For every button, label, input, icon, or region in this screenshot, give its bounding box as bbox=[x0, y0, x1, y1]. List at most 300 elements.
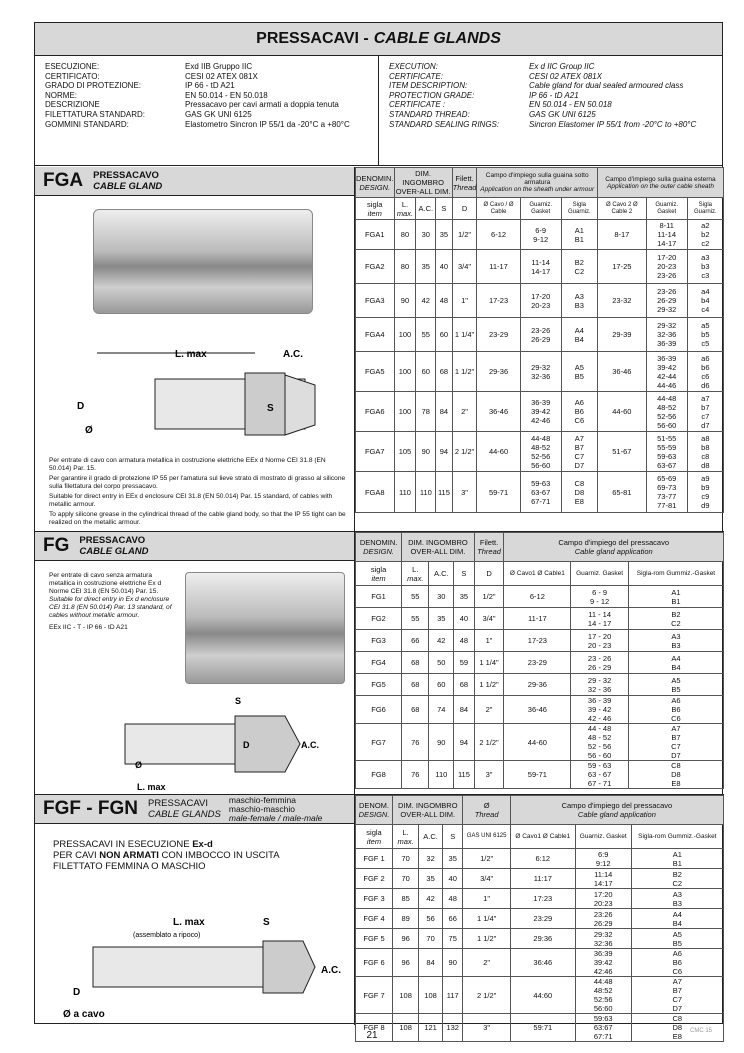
table-cell: 17-23 bbox=[504, 630, 571, 652]
cell-line: D7 bbox=[574, 460, 585, 470]
cell-line: 26-29 bbox=[657, 296, 677, 305]
cell-line: 59 - 63 bbox=[587, 761, 612, 770]
spec-value: CESI 02 ATEX 081X bbox=[185, 71, 258, 81]
cell-line: 42-46 bbox=[531, 416, 551, 425]
cell-line: A3 bbox=[574, 291, 584, 301]
table-cell: 36-46 bbox=[477, 392, 520, 432]
cell-line: 32 - 36 bbox=[587, 684, 612, 694]
cell-line: 36-39 bbox=[657, 353, 677, 363]
table-cell bbox=[575, 869, 631, 889]
table-cell bbox=[631, 929, 723, 949]
spec-value: Sincron Elastomer IP 55/1 from -20°C to +80°C bbox=[529, 119, 697, 129]
table-cell bbox=[561, 284, 597, 318]
svg-text:S: S bbox=[263, 917, 270, 928]
table-cell: 66 bbox=[402, 630, 429, 652]
cell-line: 9:12 bbox=[595, 858, 611, 868]
table-cell bbox=[561, 432, 597, 472]
table-cell: Sigla Guarniz. bbox=[687, 198, 723, 220]
cell-line: c3 bbox=[701, 271, 710, 280]
table-cell: 1 1/2" bbox=[452, 352, 477, 392]
s-label: S bbox=[267, 403, 274, 414]
cell-line: 59-63 bbox=[657, 451, 677, 461]
cell-line: 6 - 9 bbox=[592, 587, 608, 597]
cell-line: c6 bbox=[701, 371, 710, 381]
spec-key: DESCRIZIONE bbox=[45, 100, 100, 110]
cell-line: B3 bbox=[672, 898, 682, 908]
table-cell: 1 1/4" bbox=[474, 652, 504, 674]
table-cell bbox=[561, 472, 597, 513]
spec-row bbox=[45, 62, 368, 72]
table-cell bbox=[571, 608, 628, 630]
cell-line: 44:48 bbox=[593, 977, 613, 986]
table-cell: 48 bbox=[442, 889, 463, 909]
spec-row bbox=[45, 81, 368, 91]
cell-line: 63:67 bbox=[593, 1023, 613, 1032]
cell-line: 73-77 bbox=[657, 492, 677, 501]
spec-key: EXECUTION: bbox=[389, 62, 438, 71]
cell-line: B7 bbox=[574, 442, 584, 452]
cell-line: B3 bbox=[574, 300, 584, 310]
table-row bbox=[356, 352, 724, 392]
table-cell: 100 bbox=[394, 392, 416, 432]
table-header-row bbox=[356, 168, 724, 198]
cell-line: b5 bbox=[701, 330, 710, 339]
cell-line: B4 bbox=[574, 334, 584, 344]
cell-line: 48 - 52 bbox=[587, 733, 612, 742]
table-cell: Filett. Thread bbox=[474, 533, 504, 562]
table-cell: Ø Cavo / Ø Cable bbox=[477, 198, 520, 220]
fga-note: Per entrate di cavo con armatura metallica in costruzione elettriche EEx d Norme CEI 31.8 (EN 50.014) Par. 15. bbox=[49, 457, 326, 472]
table-cell: 2 1/2" bbox=[452, 432, 477, 472]
table-cell: FGA4 bbox=[356, 318, 395, 352]
fg-left-panel bbox=[35, 532, 355, 794]
table-cell: 85 bbox=[393, 889, 419, 909]
cell-line: B4 bbox=[672, 918, 682, 928]
table-header-row bbox=[356, 796, 724, 825]
cell-line: 32-36 bbox=[657, 330, 677, 339]
table-cell: 36-46 bbox=[504, 696, 571, 724]
table-cell: 70 bbox=[393, 849, 419, 869]
spec-row bbox=[45, 91, 368, 101]
table-cell bbox=[631, 909, 723, 929]
spec-row bbox=[389, 100, 712, 110]
table-cell bbox=[561, 352, 597, 392]
table-cell: 76 bbox=[402, 724, 429, 761]
table-cell: 59:71 bbox=[510, 1014, 575, 1042]
table-cell: D bbox=[452, 198, 477, 220]
spec-key: ESECUZIONE: bbox=[45, 62, 100, 71]
table-row bbox=[356, 586, 724, 608]
table-cell: Ø Cavo 2 Ø Cable 2 bbox=[597, 198, 646, 220]
cell-line: a8 bbox=[701, 433, 710, 443]
table-cell: FGF 8 bbox=[356, 1014, 393, 1042]
table-cell bbox=[520, 392, 561, 432]
fg-table bbox=[355, 532, 724, 789]
svg-text:D: D bbox=[243, 740, 250, 750]
spec-key: NORME: bbox=[45, 90, 77, 100]
cell-line: 56-60 bbox=[531, 460, 551, 470]
table-cell: 110 bbox=[429, 761, 454, 789]
cell-line: A7 bbox=[672, 977, 682, 986]
cell-line: D8 bbox=[574, 487, 585, 497]
cell-line: A4 bbox=[574, 325, 584, 335]
table-cell bbox=[520, 472, 561, 513]
spec-key: CERTIFICATO: bbox=[45, 71, 100, 81]
cell-line: B4 bbox=[671, 662, 681, 672]
cell-line: 48-52 bbox=[531, 442, 551, 452]
table-row bbox=[356, 284, 724, 318]
cell-line: 63-67 bbox=[657, 460, 677, 470]
table-cell: 17-23 bbox=[477, 284, 520, 318]
cell-line: 29-32 bbox=[531, 362, 551, 372]
cell-line: 6-9 bbox=[535, 225, 547, 235]
table-cell: 1 1/2" bbox=[463, 929, 510, 949]
cell-line: 44 - 48 bbox=[587, 724, 612, 733]
cell-line: 29 - 32 bbox=[587, 675, 612, 685]
table-cell bbox=[561, 220, 597, 250]
table-cell: 2 1/2" bbox=[474, 724, 504, 761]
spec-value: EN 50.014 - EN 50.018 bbox=[529, 100, 612, 110]
table-cell: 84 bbox=[436, 392, 452, 432]
cell-line: 26 - 29 bbox=[587, 662, 612, 672]
fgf-title: FGF - FGN PRESSACAVI CABLE GLANDS maschio-femmina maschio-maschio male-female / male-male bbox=[35, 795, 354, 824]
spec-value: Pressacavo per cavi armati a doppia tenuta bbox=[185, 100, 339, 110]
spec-row bbox=[389, 120, 712, 130]
table-cell: Guarniz. Gasket bbox=[646, 198, 687, 220]
table-cell: 1" bbox=[474, 630, 504, 652]
cell-line: 17:20 bbox=[593, 889, 613, 899]
table-cell: D bbox=[474, 562, 504, 586]
cell-line: c9 bbox=[701, 492, 710, 501]
table-cell: 51-67 bbox=[597, 432, 646, 472]
table-cell: 48 bbox=[454, 630, 475, 652]
table-cell: 44-60 bbox=[597, 392, 646, 432]
cell-line: a2 bbox=[701, 221, 710, 230]
table-cell: 68 bbox=[402, 674, 429, 696]
table-cell: FGF 1 bbox=[356, 849, 393, 869]
table-cell: 1/2" bbox=[452, 220, 477, 250]
fga-title: FGA PRESSACAVO CABLE GLAND bbox=[35, 167, 354, 196]
svg-text:D: D bbox=[73, 987, 81, 998]
table-cell bbox=[646, 220, 687, 250]
table-cell bbox=[646, 472, 687, 513]
cell-line: B3 bbox=[671, 640, 681, 650]
table-cell: 3" bbox=[463, 1014, 510, 1042]
table-cell: 44-60 bbox=[504, 724, 571, 761]
table-row bbox=[356, 318, 724, 352]
table-row bbox=[356, 849, 724, 869]
table-cell bbox=[571, 761, 628, 789]
cell-line: a5 bbox=[701, 321, 710, 330]
fga-left-panel bbox=[35, 167, 355, 531]
table-cell bbox=[571, 652, 628, 674]
table-cell: 74 bbox=[429, 696, 454, 724]
cell-line: A6 bbox=[672, 949, 682, 958]
table-cell: 59-71 bbox=[477, 472, 520, 513]
spec-value: CESI 02 ATEX 081X bbox=[529, 71, 602, 81]
table-cell: 36:46 bbox=[510, 949, 575, 977]
d-label: D bbox=[77, 401, 85, 412]
table-cell: 94 bbox=[436, 432, 452, 472]
cell-line: C6 bbox=[671, 714, 681, 723]
spec-value: IP 66 - tD A21 bbox=[185, 81, 235, 91]
cell-line: 56:60 bbox=[593, 1004, 613, 1013]
cell-line: b2 bbox=[701, 230, 710, 239]
table-cell: 68 bbox=[454, 674, 475, 696]
fgf-drawing bbox=[53, 913, 353, 1023]
table-cell: 105 bbox=[394, 432, 416, 472]
cell-line: A6 bbox=[574, 398, 584, 407]
table-cell: 35 bbox=[454, 586, 475, 608]
cell-line: d6 bbox=[701, 380, 710, 390]
table-cell: 56 bbox=[419, 909, 443, 929]
spec-key: ITEM DESCRIPTION: bbox=[389, 81, 468, 91]
table-cell bbox=[646, 318, 687, 352]
table-cell: 110 bbox=[416, 472, 436, 513]
table-cell bbox=[575, 909, 631, 929]
table-cell: 3/4" bbox=[452, 250, 477, 284]
table-cell bbox=[687, 392, 723, 432]
fga-note: To apply silicone grease in the cylindrical thread of the cable gland body, so that the IP 55 tight can be realized on the metallic armour. bbox=[49, 511, 346, 526]
cell-line: 63 - 67 bbox=[587, 770, 612, 779]
table-cell: 90 bbox=[394, 284, 416, 318]
spec-row bbox=[389, 110, 712, 120]
cell-line: 17-20 bbox=[531, 291, 551, 301]
table-cell: FG8 bbox=[356, 761, 402, 789]
cell-line: 65-69 bbox=[657, 474, 677, 483]
cell-line: b6 bbox=[701, 362, 710, 372]
table-cell bbox=[520, 352, 561, 392]
table-cell: 66 bbox=[442, 909, 463, 929]
cell-line: C8 bbox=[574, 478, 585, 488]
fg-photo bbox=[185, 572, 345, 684]
table-cell bbox=[575, 929, 631, 949]
table-cell: 11:17 bbox=[510, 869, 575, 889]
cell-line: A1 bbox=[574, 225, 584, 235]
table-cell: S bbox=[454, 562, 475, 586]
cell-line: 52 - 56 bbox=[587, 742, 612, 751]
table-cell: 90 bbox=[416, 432, 436, 472]
table-cell: 6-12 bbox=[504, 586, 571, 608]
cell-line: 14 - 17 bbox=[587, 618, 612, 628]
table-cell bbox=[628, 724, 723, 761]
cell-line: 44-48 bbox=[657, 393, 677, 403]
cell-line: 8-11 bbox=[659, 221, 674, 230]
table-cell: FG7 bbox=[356, 724, 402, 761]
cell-line: 36 - 39 bbox=[587, 696, 612, 705]
cell-line: A7 bbox=[671, 724, 681, 733]
table-cell: FGA2 bbox=[356, 250, 395, 284]
table-cell: 117 bbox=[442, 977, 463, 1014]
table-cell bbox=[520, 318, 561, 352]
table-cell: 110 bbox=[394, 472, 416, 513]
cell-line: 6:9 bbox=[598, 849, 609, 859]
table-cell: 29-36 bbox=[477, 352, 520, 392]
table-cell: Guarniz. Gasket bbox=[571, 562, 628, 586]
cell-line: 39:42 bbox=[593, 958, 613, 967]
cell-line: B2 bbox=[672, 869, 682, 879]
table-cell: FG1 bbox=[356, 586, 402, 608]
table-row bbox=[356, 674, 724, 696]
table-cell: 90 bbox=[429, 724, 454, 761]
table-cell: 84 bbox=[454, 696, 475, 724]
table-cell: 6-12 bbox=[477, 220, 520, 250]
table-cell: Guarniz. Gasket bbox=[575, 825, 631, 849]
cell-line: D7 bbox=[672, 1004, 683, 1013]
section-fg bbox=[35, 532, 724, 795]
table-cell: Ø Thread bbox=[463, 796, 510, 825]
table-cell: FGF 7 bbox=[356, 977, 393, 1014]
cell-line: 20-23 bbox=[531, 300, 551, 310]
cell-line: c5 bbox=[701, 339, 710, 348]
fg-title: FG PRESSACAVO CABLE GLAND bbox=[35, 532, 354, 561]
cell-line: 11-14 bbox=[657, 230, 677, 239]
table-cell bbox=[687, 220, 723, 250]
cell-line: 20-23 bbox=[657, 262, 677, 271]
table-cell: 50 bbox=[429, 652, 454, 674]
table-row bbox=[356, 909, 724, 929]
table-cell: DIM. INGOMBRO OVER-ALL DIM. bbox=[395, 169, 451, 196]
cell-line: b3 bbox=[701, 262, 710, 271]
table-cell: 30 bbox=[416, 220, 436, 250]
table-cell bbox=[687, 352, 723, 392]
cell-line: 52-56 bbox=[657, 411, 677, 421]
table-row bbox=[356, 869, 724, 889]
table-cell: FGA7 bbox=[356, 432, 395, 472]
cell-line: B6 bbox=[671, 705, 681, 714]
cell-line: 39-42 bbox=[657, 362, 677, 372]
cell-line: 51-55 bbox=[657, 433, 677, 443]
spec-row bbox=[45, 120, 368, 130]
table-cell: 17:23 bbox=[510, 889, 575, 909]
table-cell: A.C. bbox=[429, 562, 454, 586]
table-cell: 35 bbox=[416, 250, 436, 284]
table-cell: 44:60 bbox=[510, 977, 575, 1014]
table-cell bbox=[631, 949, 723, 977]
cell-line: C8 bbox=[672, 1014, 683, 1023]
cell-line: 67 - 71 bbox=[587, 779, 612, 788]
table-cell: sigla item bbox=[356, 825, 393, 849]
table-cell: 11-17 bbox=[477, 250, 520, 284]
table-cell: FG4 bbox=[356, 652, 402, 674]
cell-line: E8 bbox=[671, 779, 681, 788]
table-cell: 108 bbox=[419, 977, 443, 1014]
table-cell: 59 bbox=[454, 652, 475, 674]
table-cell: 108 bbox=[393, 977, 419, 1014]
cell-line: 42-44 bbox=[657, 371, 677, 381]
cell-line: B7 bbox=[672, 986, 682, 995]
svg-text:(assemblato a ripoco): (assemblato a ripoco) bbox=[133, 932, 201, 939]
table-cell: 30 bbox=[429, 586, 454, 608]
cell-line: 67-71 bbox=[531, 496, 551, 506]
table-cell: 23-29 bbox=[477, 318, 520, 352]
cell-line: A5 bbox=[574, 362, 584, 372]
table-cell: DIM. INGOMBRO OVER-ALL DIM. bbox=[402, 533, 475, 562]
table-cell: 35 bbox=[419, 869, 443, 889]
table-cell: 70 bbox=[419, 929, 443, 949]
cell-line: 23-26 bbox=[657, 287, 677, 296]
table-cell: 17-25 bbox=[597, 250, 646, 284]
cell-line: a9 bbox=[701, 474, 710, 483]
table-cell: 108 bbox=[393, 1014, 419, 1042]
cell-line: 52:56 bbox=[593, 995, 613, 1004]
table-row bbox=[356, 761, 724, 789]
cell-line: A6 bbox=[671, 696, 681, 705]
cell-line: C7 bbox=[672, 995, 683, 1004]
table-cell: FGA8 bbox=[356, 472, 395, 513]
table-subheader-row bbox=[356, 198, 724, 220]
table-cell bbox=[646, 250, 687, 284]
table-cell: 1/2" bbox=[463, 849, 510, 869]
table-cell: FGF 3 bbox=[356, 889, 393, 909]
table-cell bbox=[628, 652, 723, 674]
table-cell: 8-17 bbox=[597, 220, 646, 250]
fga-drawing bbox=[75, 345, 335, 445]
table-row bbox=[356, 630, 724, 652]
cell-line: B6 bbox=[574, 407, 584, 416]
cell-line: 56 - 60 bbox=[587, 751, 612, 760]
cell-line: C7 bbox=[574, 451, 585, 461]
table-cell: 29:36 bbox=[510, 929, 575, 949]
svg-text:L. max: L. max bbox=[173, 917, 205, 928]
cell-line: 69-73 bbox=[657, 483, 677, 492]
cell-line: 29:32 bbox=[593, 929, 613, 939]
table-cell bbox=[687, 432, 723, 472]
cell-line: 20 - 23 bbox=[587, 640, 612, 650]
table-cell: FGA3 bbox=[356, 284, 395, 318]
table-cell: FG5 bbox=[356, 674, 402, 696]
cell-line: B5 bbox=[672, 938, 682, 948]
cell-line: 26-29 bbox=[531, 334, 551, 344]
table-cell: 75 bbox=[442, 929, 463, 949]
table-cell: 55 bbox=[416, 318, 436, 352]
table-cell: 76 bbox=[402, 761, 429, 789]
table-row bbox=[356, 889, 724, 909]
cell-line: d9 bbox=[701, 501, 710, 510]
table-cell: 115 bbox=[454, 761, 475, 789]
cell-line: C8 bbox=[671, 761, 681, 770]
table-cell bbox=[575, 977, 631, 1014]
cell-line: C6 bbox=[672, 967, 683, 976]
table-cell: 60 bbox=[416, 352, 436, 392]
table-row bbox=[356, 696, 724, 724]
table-cell bbox=[571, 674, 628, 696]
cell-line: b9 bbox=[701, 483, 710, 492]
table-row bbox=[356, 652, 724, 674]
page-title: PRESSACAVI - CABLE GLANDS bbox=[35, 23, 722, 56]
table-cell: 2" bbox=[463, 949, 510, 977]
table-cell: L. max. bbox=[402, 562, 429, 586]
specs-italian bbox=[35, 56, 378, 165]
table-cell: Campo d'impiego del pressacavo Cable gland application bbox=[510, 796, 723, 825]
table-cell: 29-39 bbox=[597, 318, 646, 352]
table-cell: Ø Cavo1 Ø Cable1 bbox=[504, 562, 571, 586]
table-cell bbox=[571, 696, 628, 724]
table-cell: L. max. bbox=[393, 825, 419, 849]
spec-key: GOMMINI STANDARD: bbox=[45, 119, 129, 129]
table-cell: 96 bbox=[393, 929, 419, 949]
cell-line: 32:36 bbox=[593, 938, 613, 948]
table-cell: 1" bbox=[452, 284, 477, 318]
catalog-code: CMC 15 bbox=[689, 1028, 712, 1034]
table-cell: 2" bbox=[452, 392, 477, 432]
cell-line: c4 bbox=[701, 305, 710, 314]
table-row bbox=[356, 724, 724, 761]
table-cell: 3" bbox=[452, 472, 477, 513]
table-cell: 121 bbox=[419, 1014, 443, 1042]
cell-line: C6 bbox=[574, 416, 585, 425]
table-cell: 35 bbox=[442, 849, 463, 869]
